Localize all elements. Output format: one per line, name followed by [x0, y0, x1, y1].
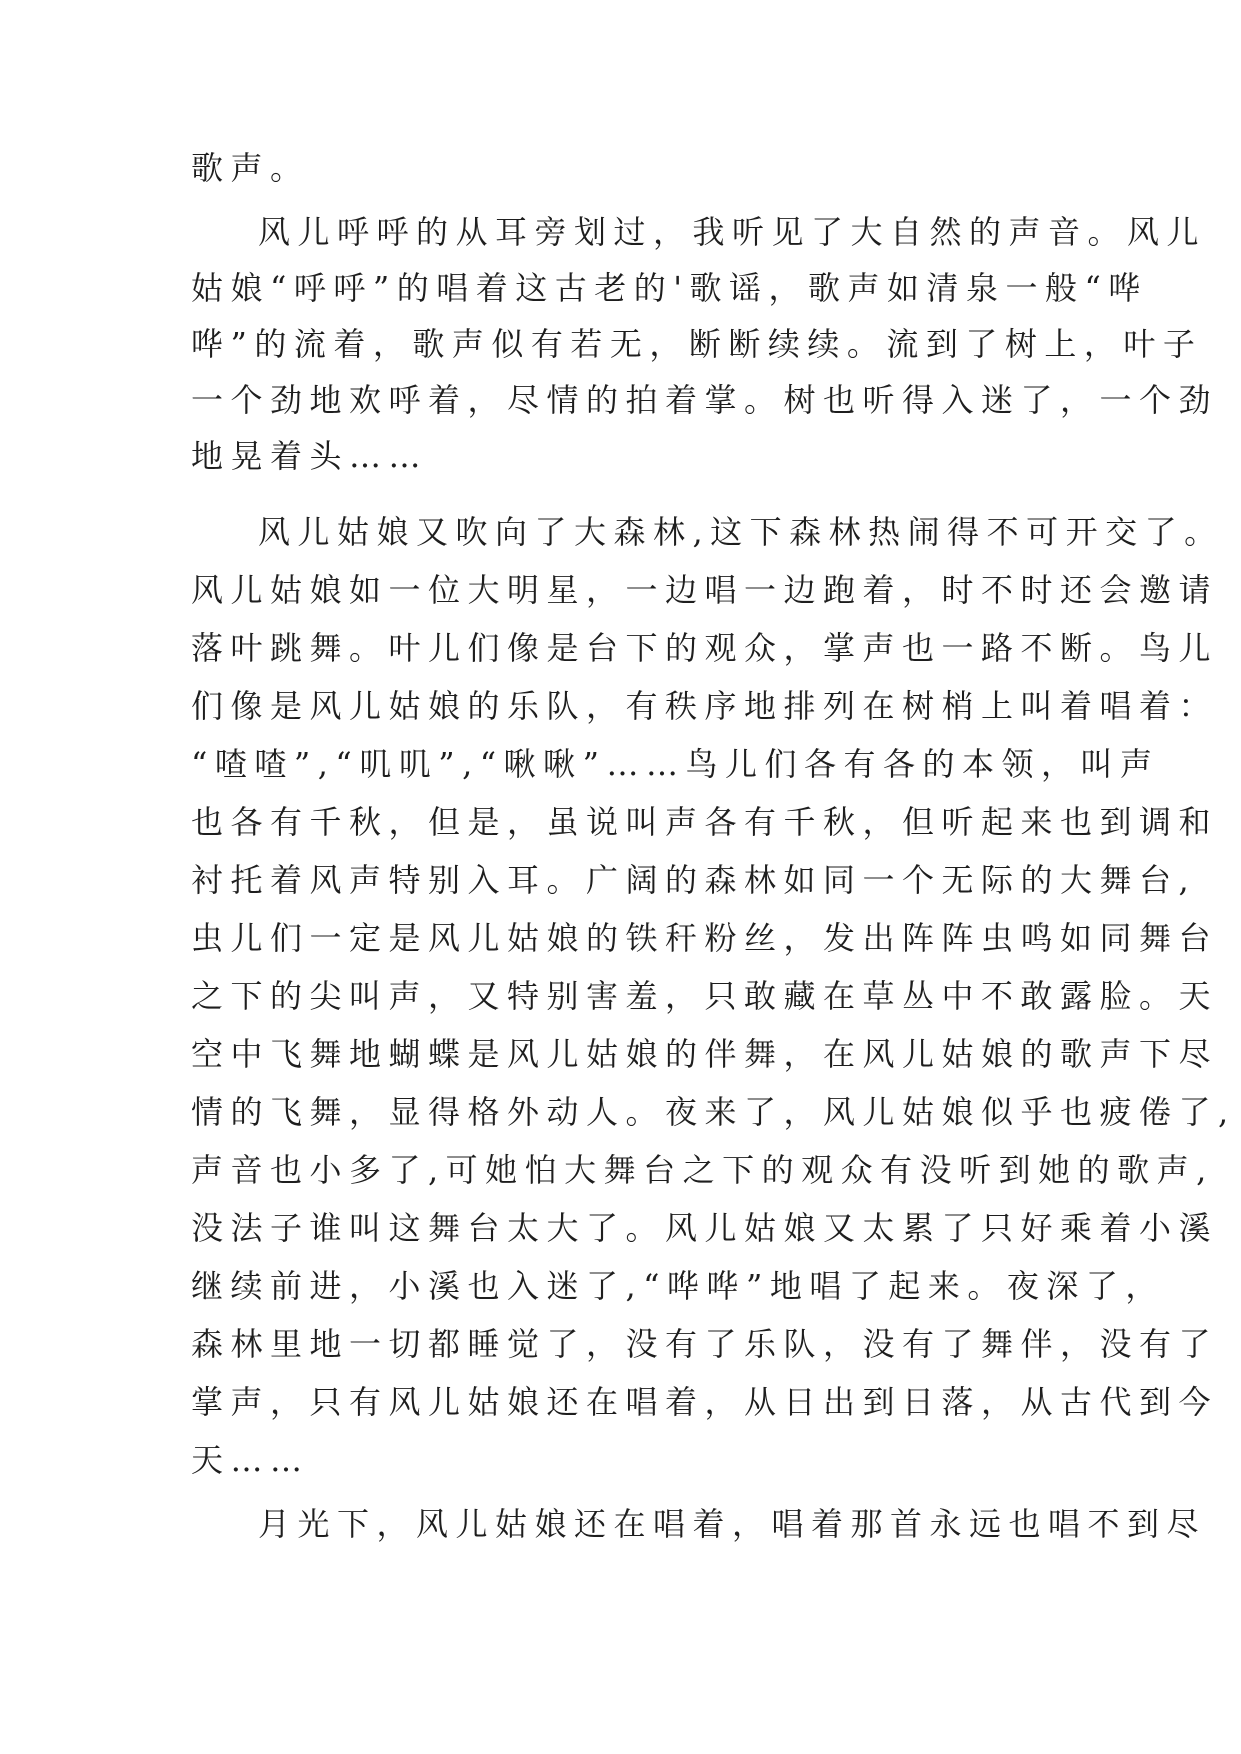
text-line: 掌声，只有风儿姑娘还在唱着，从日出到日落，从古代到今 — [191, 1383, 1219, 1421]
text-line: 空中飞舞地蝴蝶是风儿姑娘的伴舞，在风儿姑娘的歌声下尽 — [191, 1035, 1219, 1073]
text-line: 一个劲地欢呼着，尽情的拍着掌。树也听得入迷了，一个劲 — [191, 381, 1219, 419]
text-line: 声音也小多了,可她怕大舞台之下的观众有没听到她的歌声, — [191, 1151, 1214, 1189]
text-line: 天…… — [191, 1441, 310, 1479]
text-line: 们像是风儿姑娘的乐队，有秩序地排列在树梢上叫着唱着： — [191, 687, 1219, 725]
paragraph-start-line: 风儿姑娘又吹向了大森林,这下森林热闹得不可开交了。 — [258, 513, 1224, 551]
text-line: 风儿姑娘如一位大明星，一边唱一边跑着，时不时还会邀请 — [191, 571, 1219, 609]
paragraph-start-line: 月光下，风儿姑娘还在唱着，唱着那首永远也唱不到尽 — [258, 1505, 1207, 1543]
text-line: 虫儿们一定是风儿姑娘的铁秆粉丝，发出阵阵虫鸣如同舞台 — [191, 919, 1219, 957]
text-line: 落叶跳舞。叶儿们像是台下的观众，掌声也一路不断。鸟儿 — [191, 629, 1219, 667]
text-line: 继续前进，小溪也入迷了,“哗哗”地唱了起来。夜深了， — [191, 1267, 1165, 1305]
text-line: 没法子谁叫这舞台太大了。风儿姑娘又太累了只好乘着小溪 — [191, 1209, 1219, 1247]
text-line: 之下的尖叫声，又特别害羞，只敢藏在草丛中不敢露脸。天 — [191, 977, 1219, 1015]
text-line: “喳喳”,“叽叽”,“啾啾”……鸟儿们各有各的本领，叫声 — [191, 745, 1160, 783]
text-line: 森林里地一切都睡觉了，没有了乐队，没有了舞伴，没有了 — [191, 1325, 1219, 1363]
text-line: 情的飞舞，显得格外动人。夜来了，风儿姑娘似乎也疲倦了, — [191, 1093, 1236, 1131]
text-line: 姑娘“呼呼”的唱着这古老的'歌谣，歌声如清泉一般“哗 — [191, 269, 1148, 307]
paragraph-start-line: 风儿呼呼的从耳旁划过，我听见了大自然的声音。风儿 — [258, 213, 1207, 251]
text-line: 地晃着头…… — [191, 437, 429, 475]
text-line: 衬托着风声特别入耳。广阔的森林如同一个无际的大舞台, — [191, 861, 1197, 899]
text-line: 歌声。 — [191, 149, 310, 187]
text-line: 也各有千秋，但是，虽说叫声各有千秋，但听起来也到调和 — [191, 803, 1219, 841]
text-line: 哗”的流着，歌声似有若无，断断续续。流到了树上，叶子 — [191, 325, 1203, 363]
